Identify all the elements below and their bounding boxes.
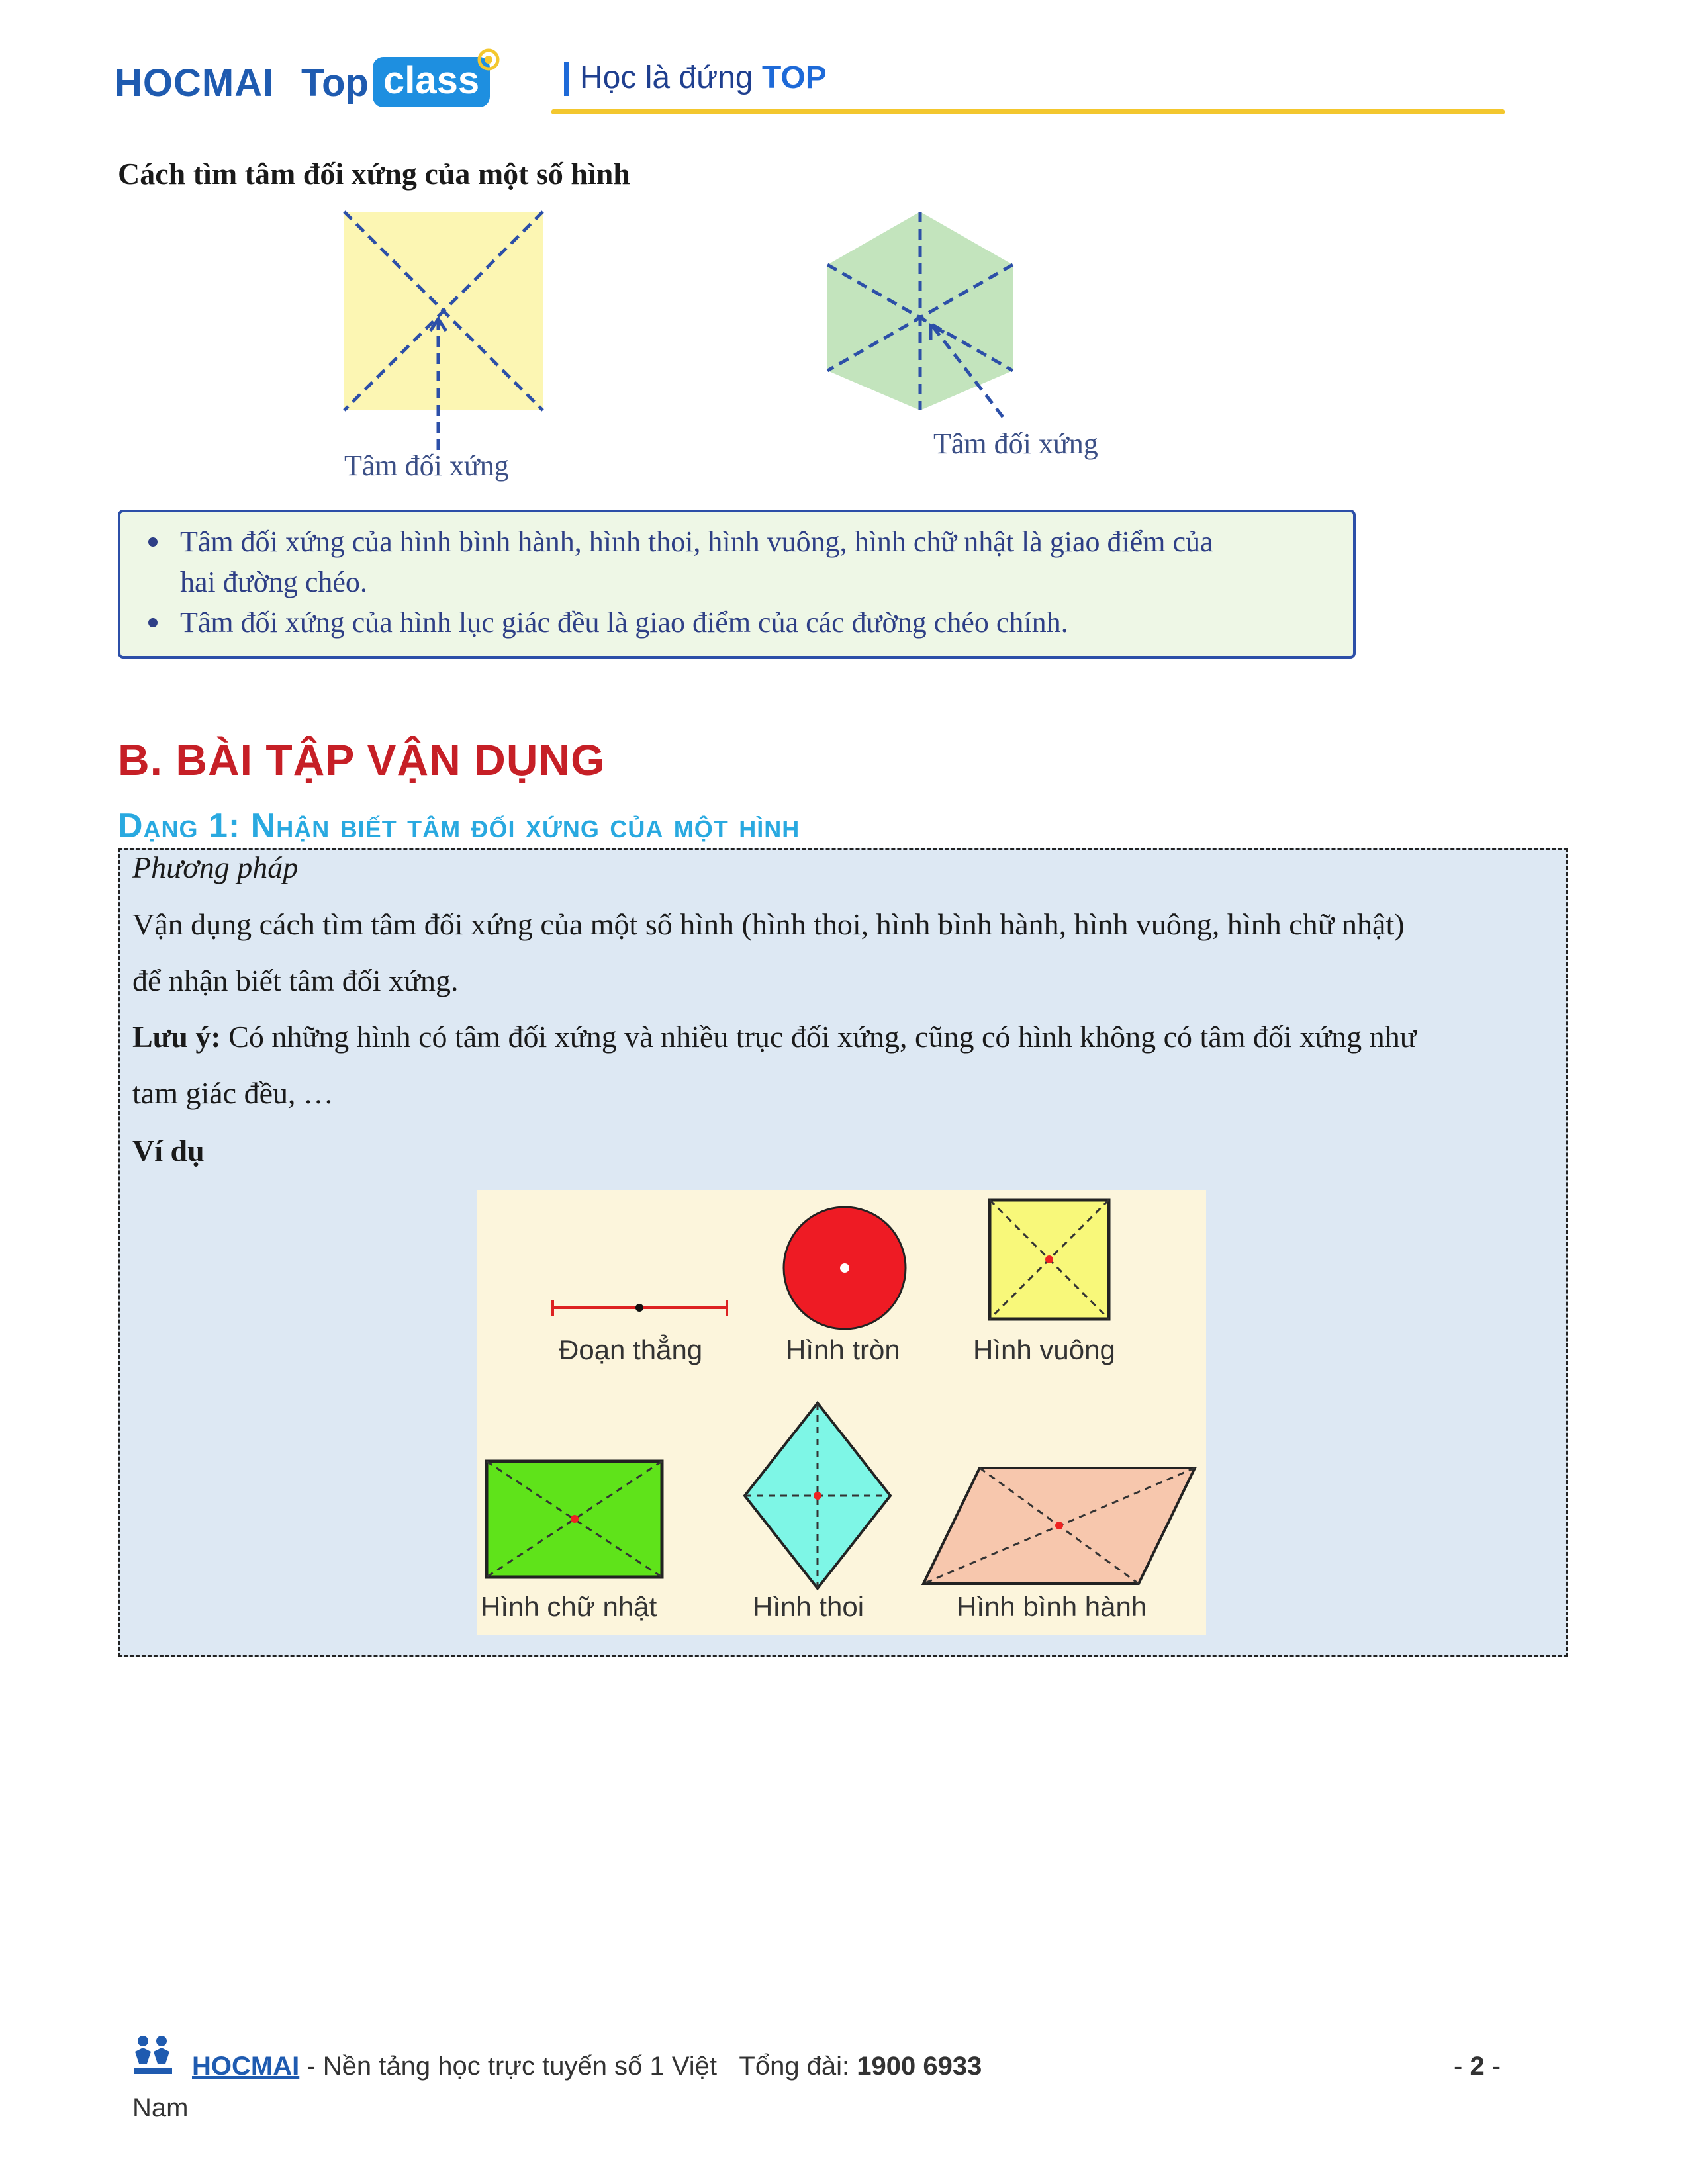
bullet-dot: [148, 618, 158, 627]
note-line-1: Có những hình có tâm đối xứng và nhiều trục đối xứng, cũng có hình không có tâm đối xứng như: [220, 1020, 1417, 1054]
hexagon-shape: [827, 212, 1013, 410]
segment-label: Đoạn thẳng: [559, 1334, 703, 1365]
summary-bullet-1-line-1: Tâm đối xứng của hình bình hành, hình thoi, hình vuông, hình chữ nhật là giao điểm của: [180, 525, 1213, 558]
summary-bullet-1: [180, 522, 1353, 602]
summary-bullet-1-line-2: hai đường chéo.: [180, 566, 367, 598]
circle-center: [840, 1263, 849, 1273]
slogan-emphasis: TOP: [761, 60, 827, 95]
section-title: Cách tìm tâm đối xứng của một số hình: [118, 157, 630, 191]
footer-hotline: 1900 6933: [857, 2052, 982, 2081]
hexagon-center-label: Tâm đối xứng: [933, 428, 1098, 460]
parallelogram-center: [1055, 1522, 1063, 1529]
footer-hotline-label: Tổng đài:: [739, 2052, 850, 2081]
dang-1-subtitle: Dạng 1: Nhận biết tâm đối xứng của một hình: [118, 807, 800, 845]
square-symmetry-figure: [331, 205, 569, 457]
rectangle-center: [571, 1515, 579, 1523]
hocmai-footer-icon: [130, 2032, 176, 2078]
rhombus-center: [814, 1492, 821, 1500]
footer-text: [192, 2052, 982, 2081]
hocmai-logo[interactable]: HOCMAI: [115, 62, 275, 105]
square-center-label: Tâm đối xứng: [344, 449, 509, 482]
header-rule: [551, 109, 1505, 114]
example-shapes: [477, 1190, 1206, 1635]
circle-label: Hình tròn: [786, 1334, 900, 1365]
method-note: [132, 1019, 1417, 1054]
slogan-divider: [564, 62, 569, 96]
example-illustration: [477, 1190, 1206, 1635]
logo-top-word: Top: [301, 62, 369, 105]
example-heading: Ví dụ: [132, 1134, 205, 1167]
rectangle-label: Hình chữ nhật: [481, 1591, 657, 1622]
square-example-center: [1045, 1255, 1053, 1263]
parallelogram-label: Hình bình hành: [957, 1591, 1147, 1622]
summary-bullet-2-text: Tâm đối xứng của hình lục giác đều là giao điểm của các đường chéo chính.: [180, 606, 1068, 639]
slogan-prefix: Học là đứng: [580, 60, 753, 95]
bullet-dot: [148, 537, 158, 547]
summary-bullet-2: [180, 602, 1353, 643]
note-line-2: tam giác đều, …: [132, 1076, 334, 1110]
section-b-title: B. BÀI TẬP VẬN DỤNG: [118, 735, 606, 784]
footer-tagline: - Nền tảng học trực tuyến số 1 Việt: [299, 2052, 718, 2081]
footer-brand-link[interactable]: HOCMAI: [192, 2052, 300, 2081]
note-label: Lưu ý:: [132, 1020, 221, 1054]
page-number-value: 2: [1470, 2052, 1485, 2081]
summary-box: [118, 510, 1356, 659]
page-number: - 2 -: [1454, 2052, 1501, 2081]
rhombus-label: Hình thoi: [753, 1591, 865, 1622]
method-line-2: để nhận biết tâm đối xứng.: [132, 964, 459, 997]
star-icon: [475, 46, 502, 73]
hexagon-symmetry-figure: [814, 205, 1039, 430]
method-line-1: Vận dụng cách tìm tâm đối xứng của một số hình (hình thoi, hình bình hành, hình vuông, hình chữ nhật): [132, 907, 1405, 941]
segment-midpoint: [635, 1304, 643, 1312]
square-example-label: Hình vuông: [973, 1334, 1115, 1365]
method-heading: Phương pháp: [132, 850, 299, 884]
footer-tagline-tail: Nam: [132, 2093, 189, 2122]
logo-class-badge: class: [373, 57, 490, 107]
slogan: [580, 60, 827, 96]
